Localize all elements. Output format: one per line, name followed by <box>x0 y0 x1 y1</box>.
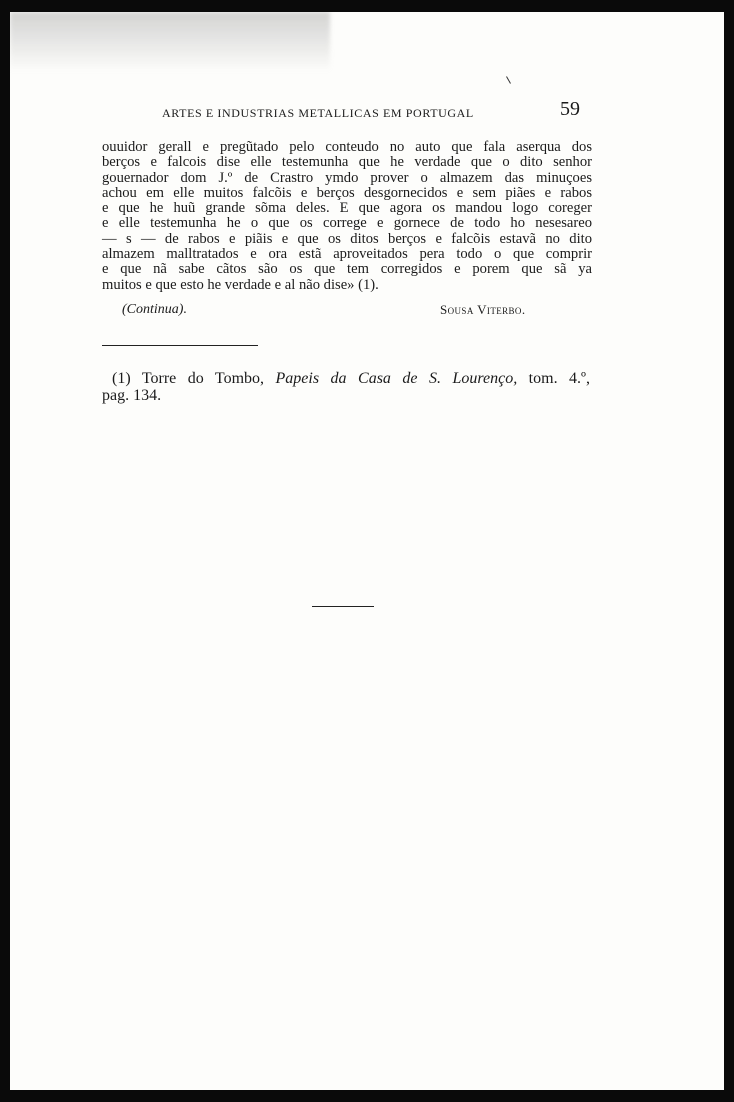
body-line: e que nã sabe cãtos são os que tem corregidos e porem que sã ya <box>102 261 592 278</box>
footnote-marker: (1) <box>112 370 131 387</box>
body-line: — s — de rabos e piãis e que os ditos berços e falcõis estavã no dito <box>102 230 592 247</box>
footnote-volume: tom. 4.º, <box>517 370 591 387</box>
book-page <box>10 12 724 1090</box>
scan-shadow <box>10 12 330 72</box>
body-line: e elle testemunha he o que os correge e gornece de todo ho nesesareo <box>102 215 592 232</box>
body-line: ouuidor gerall e pregũtado pelo conteudo no auto que fala aserqua dos <box>102 139 592 155</box>
body-line: gouernador dom J.º de Crastro ymdo prover o almazem das minuçoes <box>102 169 592 186</box>
footnote <box>102 370 590 404</box>
body-paragraph <box>102 140 592 293</box>
body-line: berços e falcois dise elle testemunha que he verdade que o dito senhor <box>102 154 592 171</box>
end-rule <box>312 606 374 607</box>
author-signature: Sousa Viterbo. <box>440 302 526 317</box>
footnote-text: Torre do Tombo, <box>130 370 276 387</box>
body-line: muitos e que esto he verdade e al não dise» (1). <box>102 276 379 293</box>
running-title: ARTES E INDUSTRIAS METALLICAS EM PORTUGAL <box>162 106 474 120</box>
body-line: achou em elle muitos falcõis e berços desgornecidos e sem piães e rabos <box>102 184 592 201</box>
page-number: 59 <box>560 98 580 120</box>
footnote-page: pag. 134. <box>102 387 162 404</box>
footnote-line <box>102 370 590 387</box>
body-line: e que he huũ grande sõma deles. E que agora os mandou logo coreger <box>102 200 592 217</box>
scan-mark <box>506 76 511 83</box>
body-line: almazem malltratados e ora estã aproveitados pera todo o que comprir <box>102 246 592 263</box>
footnote-title: Papeis da Casa de S. Lourenço, <box>275 370 518 387</box>
footnote-rule <box>102 345 258 346</box>
continua-note: (Continua). <box>122 302 187 317</box>
